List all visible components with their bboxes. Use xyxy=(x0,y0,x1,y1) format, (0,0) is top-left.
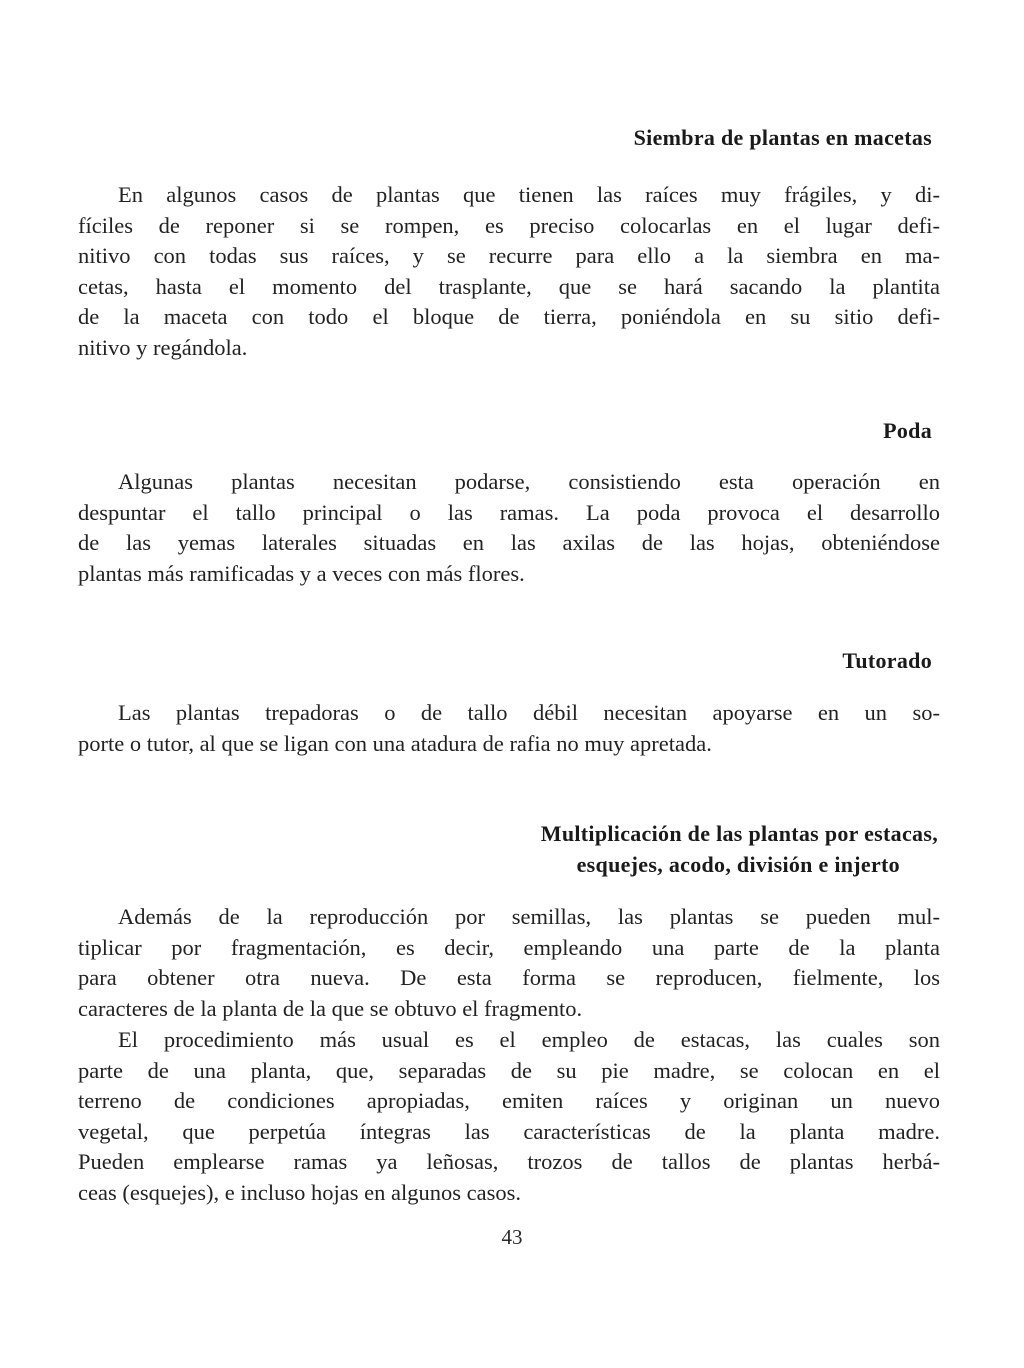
text-line: ceas (esquejes), e incluso hojas en algunos casos. xyxy=(78,1179,521,1205)
text-line: porte o tutor, al que se ligan con una atadura de rafia no muy apretada. xyxy=(78,730,712,756)
paragraph-multiplicacion-1 xyxy=(78,902,940,1024)
paragraph-poda xyxy=(78,467,940,589)
text-line: tiplicar por fragmentación, es decir, empleando una parte de la planta xyxy=(78,934,940,960)
heading-siembra: Siembra de plantas en macetas xyxy=(633,125,932,150)
heading-line: Multiplicación de las plantas por estacas, xyxy=(540,821,938,846)
text-line: El procedimiento más usual es el empleo de estacas, las cuales son xyxy=(118,1027,940,1052)
page-number: 43 xyxy=(501,1225,523,1249)
heading-poda: Poda xyxy=(883,418,932,443)
text-line: de la maceta con todo el bloque de tierra, poniéndola en su sitio defi- xyxy=(78,304,940,330)
text-line: despuntar el tallo principal o las ramas. La poda provoca el desarrollo xyxy=(78,499,940,525)
text-line: Las plantas trepadoras o de tallo débil necesitan apoyarse en un so- xyxy=(118,700,940,725)
text-line: cetas, hasta el momento del trasplante, que se hará sacando la plantita xyxy=(78,273,940,299)
text-line: vegetal, que perpetúa íntegras las características de la planta madre. xyxy=(78,1118,940,1144)
paragraph-siembra xyxy=(78,180,940,364)
text-line: En algunos casos de plantas que tienen las raíces muy frágiles, y di- xyxy=(118,182,940,207)
paragraph-tutorado xyxy=(78,698,940,759)
text-line: plantas más ramificadas y a veces con más flores. xyxy=(78,560,525,586)
text-line: Pueden emplearse ramas ya leñosas, trozos de tallos de plantas herbá- xyxy=(78,1149,940,1175)
text-line: de las yemas laterales situadas en las axilas de las hojas, obteniéndose xyxy=(78,530,940,556)
paragraph-multiplicacion-2 xyxy=(78,1025,940,1209)
heading-line: esquejes, acodo, división e injerto xyxy=(576,852,900,877)
heading-tutorado: Tutorado xyxy=(842,648,932,673)
text-line: caracteres de la planta de la que se obtuvo el fragmento. xyxy=(78,995,583,1021)
text-line: nitivo con todas sus raíces, y se recurre para ello a la siembra en ma- xyxy=(78,243,940,269)
text-line: nitivo y regándola. xyxy=(78,334,248,360)
heading-multiplicacion xyxy=(541,818,938,880)
text-line: parte de una planta, que, separadas de su pie madre, se colocan en el xyxy=(78,1057,940,1083)
text-line: terreno de condiciones apropiadas, emiten raíces y originan un nuevo xyxy=(78,1088,940,1114)
text-line: para obtener otra nueva. De esta forma se reproducen, fielmente, los xyxy=(78,965,940,991)
text-line: Además de la reproducción por semillas, las plantas se pueden mul- xyxy=(118,904,940,929)
text-line: fíciles de reponer si se rompen, es preciso colocarlas en el lugar defi- xyxy=(78,212,940,238)
text-line: Algunas plantas necesitan podarse, consistiendo esta operación en xyxy=(118,469,940,494)
